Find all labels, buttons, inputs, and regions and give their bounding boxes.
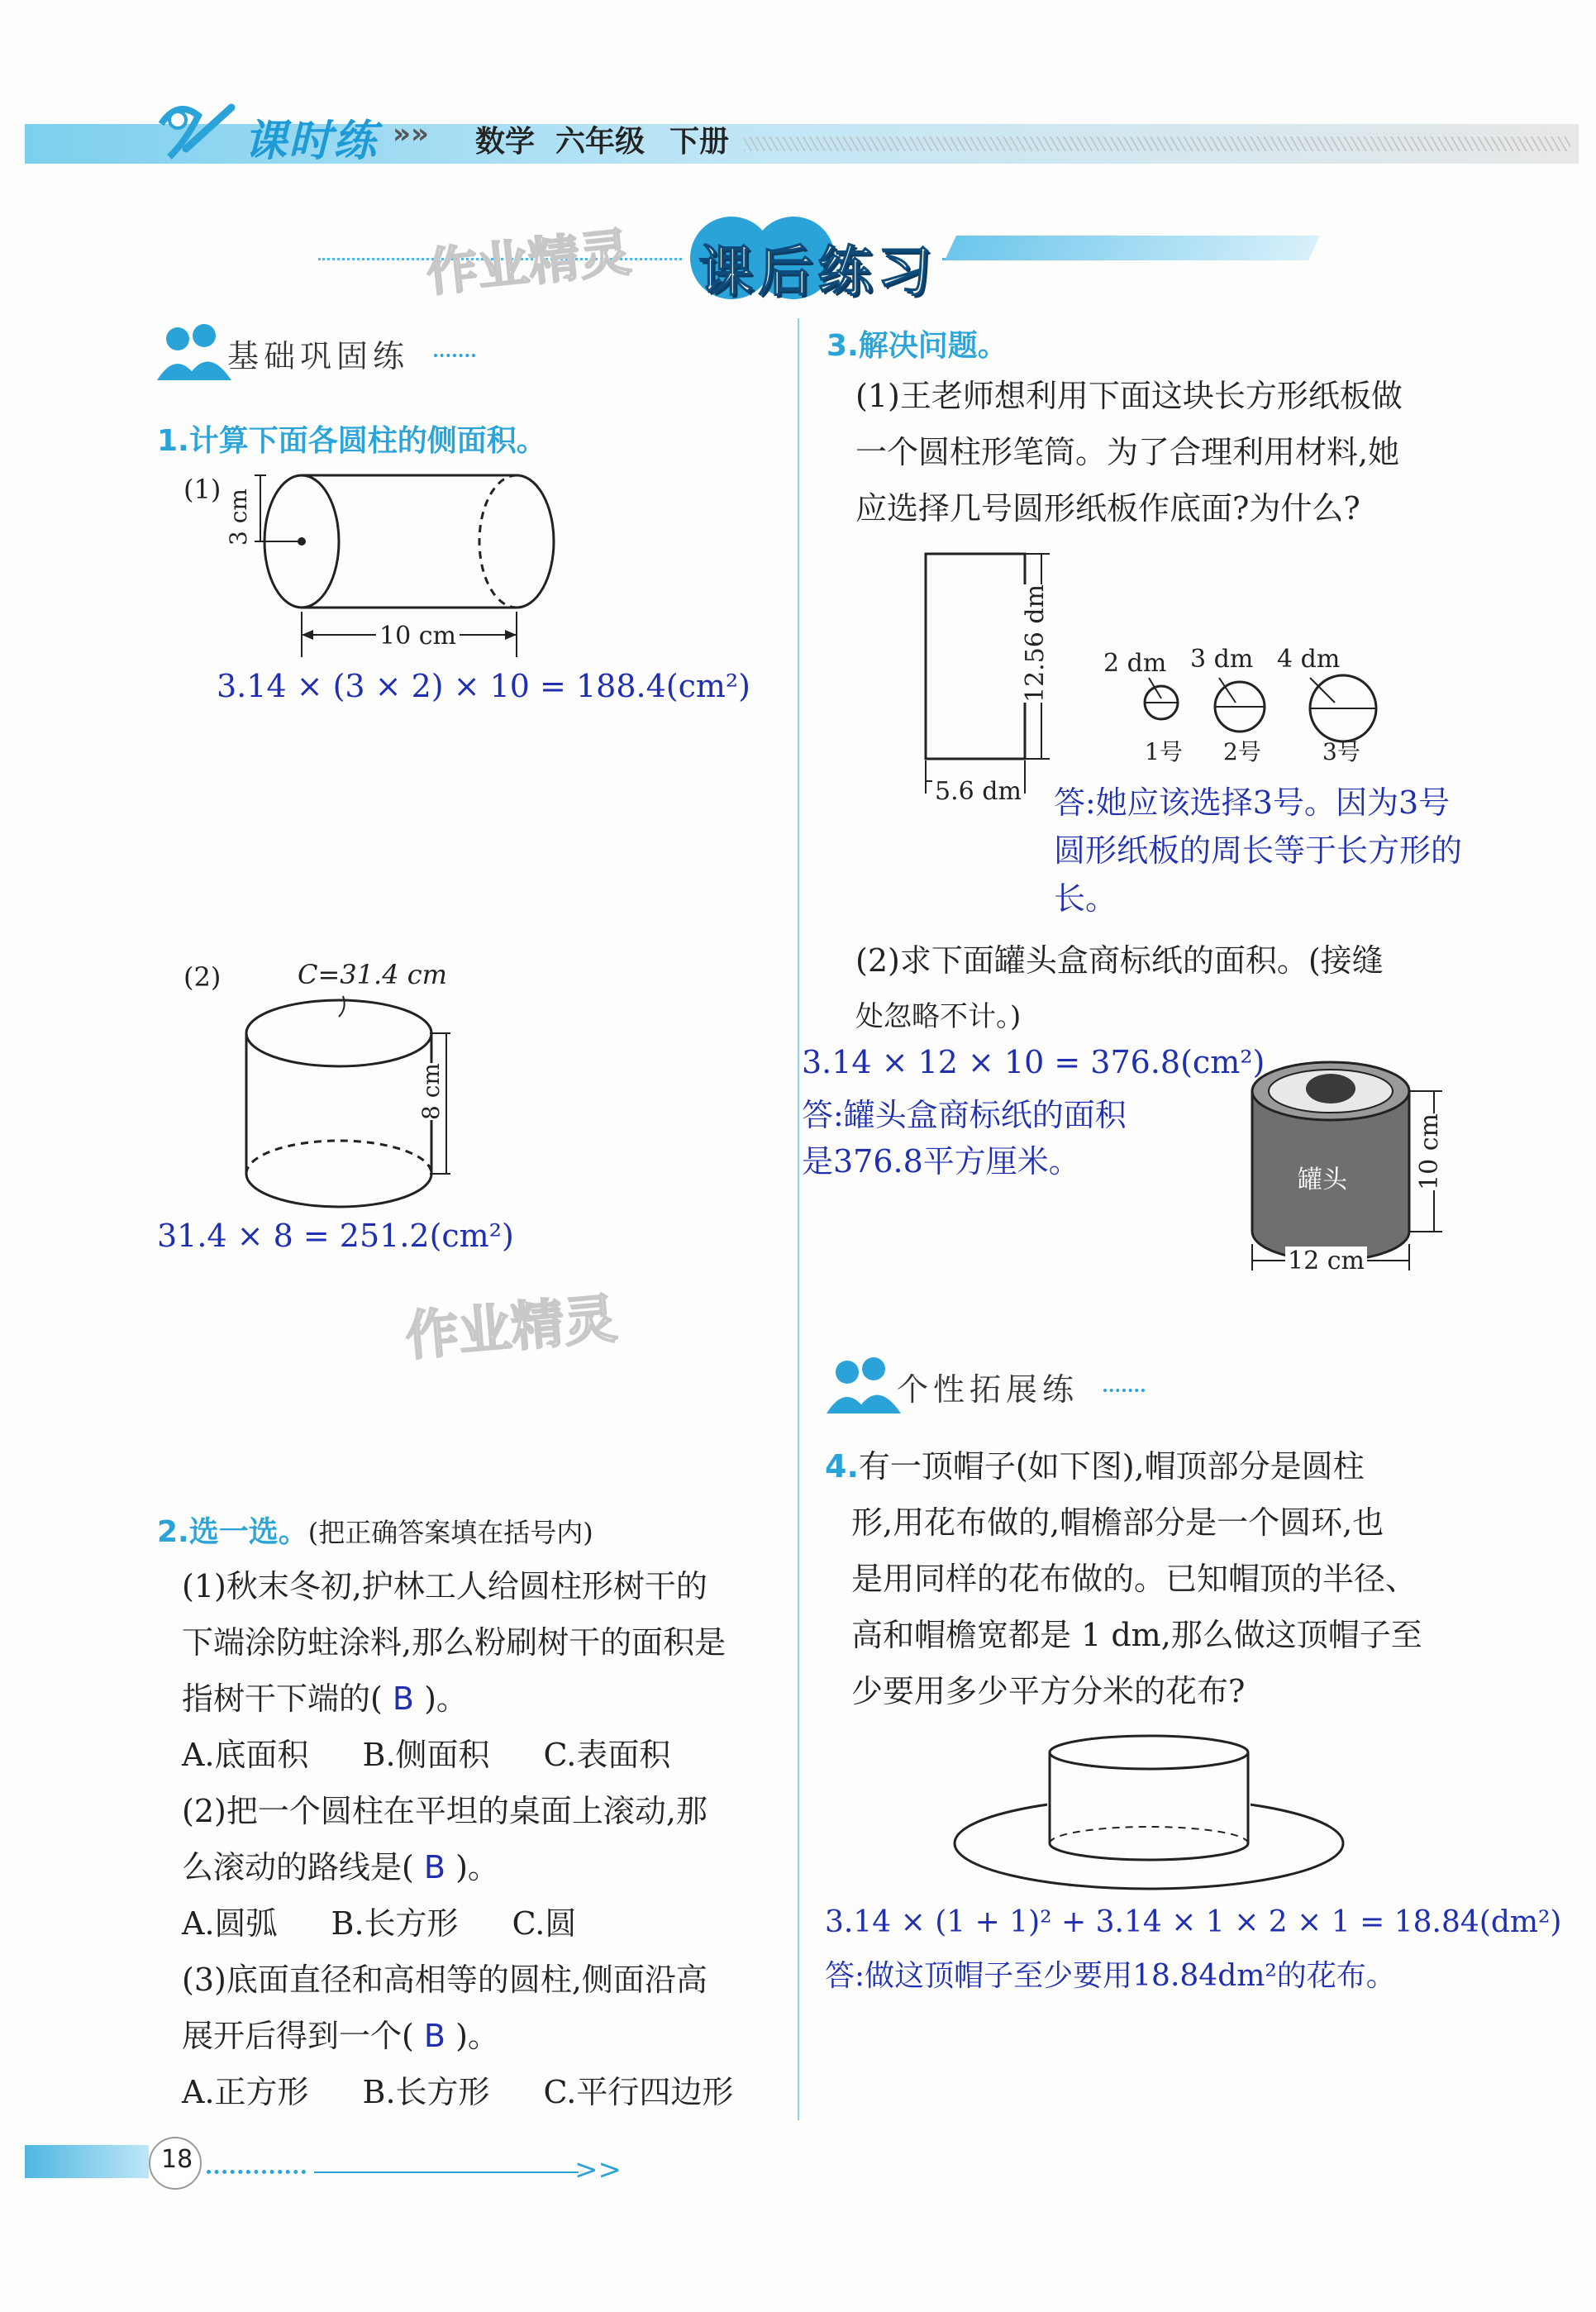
q2-s3-option-b: B.长方形	[362, 2074, 490, 2110]
q3-p1-answer-l1: 答:她应该选择3号。因为3号	[1054, 784, 1451, 821]
q4-text-1: 有一顶帽子(如下图),帽顶部分是圆柱	[858, 1448, 1365, 1485]
header-stripe	[744, 136, 1570, 151]
section-people-icon	[153, 322, 236, 380]
q2-s3-line2	[182, 2008, 499, 2064]
q2-s2-line1: (2)把一个圆柱在平坦的桌面上滚动,那	[182, 1793, 707, 1829]
q2-s3-line1: (3)底面直径和高相等的圆柱,侧面沿高	[182, 1962, 707, 1998]
q2-s1-suffix: )。	[424, 1680, 468, 1717]
section-extended-title: 个性拓展练	[897, 1371, 1079, 1408]
header-subject: 数学	[475, 125, 536, 159]
q3-p2-answer-l1: 答:罐头盒商标纸的面积	[802, 1097, 1127, 1133]
q4-answer: 答:做这顶帽子至少要用18.84dm²的花布。	[825, 1959, 1396, 1993]
q2-s1-option-b: B.侧面积	[362, 1737, 490, 1773]
q2-s2-option-c: C.圆	[512, 1905, 577, 1942]
q1-part1-length: 10 cm	[376, 622, 460, 651]
q4-line3: 是用同样的花布做的。已知帽顶的半径、	[851, 1561, 1417, 1597]
q2-s1-option-c: C.表面积	[543, 1737, 671, 1773]
q2-s1-line2: 下端涂防蛀涂料,那么粉刷树干的面积是	[182, 1624, 727, 1661]
q3-circle-1-label: 1号	[1145, 738, 1183, 765]
q4-line1	[825, 1438, 1365, 1494]
q1-part2-label: (2)	[183, 961, 222, 993]
footer-bar	[25, 2145, 149, 2178]
q2-s1-option-a: A.底面积	[182, 1737, 309, 1773]
q2-s2-answer: B	[423, 1849, 445, 1885]
q1-part2-circ: C=31.4 cm	[298, 959, 447, 990]
q2-s3-prefix: 展开后得到一个(	[182, 2018, 414, 2054]
q2-s3-option-c: C.平行四边形	[543, 2074, 734, 2110]
q4-line5: 少要用多少平方分米的花布?	[851, 1673, 1246, 1709]
chevrons-icon: »»	[393, 117, 429, 150]
header-volume: 下册	[669, 125, 730, 159]
q4-line4: 高和帽檐宽都是 1 dm,那么做这顶帽子至	[851, 1617, 1422, 1653]
q2-s1-line1: (1)秋末冬初,护林工人给圆柱形树干的	[182, 1568, 707, 1604]
q3-p1-answer-l3: 长。	[1054, 880, 1117, 917]
q2-s2-option-b: B.长方形	[331, 1905, 459, 1942]
q3-p1-line2: 一个圆柱形笔筒。为了合理利用材料,她	[855, 434, 1400, 470]
header-grade: 六年级	[555, 125, 646, 159]
q2-s1-options	[182, 1727, 670, 1783]
q2-s3-options	[182, 2064, 733, 2120]
brand-title: 课时练	[244, 117, 379, 166]
q3-rect-height: 12.56 dm	[1021, 584, 1050, 703]
q1-part1-label: (1)	[183, 474, 222, 505]
q3-circle-3-label: 3号	[1322, 738, 1360, 765]
watermark-mid: 作业精灵	[403, 1288, 620, 1368]
q3-p1-answer-l2: 圆形纸板的周长等于长方形的	[1054, 832, 1463, 869]
q2-s3-suffix: )。	[455, 2018, 499, 2054]
banner-title: 课后练习	[698, 240, 936, 303]
q3-can-height: 10 cm	[1415, 1113, 1444, 1190]
section-extended-dots	[1103, 1389, 1145, 1392]
q3-circle-2-dia: 3 dm	[1190, 645, 1254, 674]
q2-s1-line3	[182, 1671, 468, 1727]
q2-header	[157, 1509, 593, 1551]
q3-circle-1-dia: 2 dm	[1103, 649, 1167, 678]
footer-dots	[207, 2170, 306, 2174]
q2-s3-answer: B	[423, 2018, 445, 2054]
q3-circle-2-label: 2号	[1223, 738, 1261, 765]
q2-s2-option-a: A.圆弧	[182, 1905, 278, 1942]
q1-part1-answer: 3.14 × (3 × 2) × 10 = 188.4(cm²)	[217, 668, 750, 704]
footer-arrow-icon: >>	[574, 2153, 622, 2186]
section-basic-title: 基础巩固练	[227, 338, 410, 374]
column-divider	[798, 318, 799, 2120]
q2-s2-prefix: 么滚动的路线是(	[182, 1849, 414, 1885]
q1-title: 1.计算下面各圆柱的侧面积。	[157, 424, 546, 458]
q3-p1-line3: 应选择几号圆形纸板作底面?为什么?	[855, 490, 1360, 527]
footer-page-number: 18	[161, 2145, 193, 2174]
q2-title: 2.选一选。	[157, 1515, 308, 1549]
q1-part1-radius: 3 cm	[225, 489, 252, 546]
q2-s1-prefix: 指树干下端的(	[182, 1680, 383, 1717]
brand-logo-icon	[153, 91, 244, 174]
banner-watermark: 作业精灵	[423, 222, 634, 303]
q2-title-note: (把正确答案填在括号内)	[307, 1517, 593, 1548]
q3-p2-answer-l2: 是376.8平方厘米。	[802, 1143, 1080, 1180]
q3-can-label: 罐头	[1298, 1166, 1347, 1194]
q2-s3-option-a: A.正方形	[182, 2074, 309, 2110]
q2-s2-options	[182, 1895, 576, 1952]
q3-rect-width: 5.6 dm	[932, 777, 1024, 806]
q2-s2-line2	[182, 1839, 499, 1895]
q2-s2-suffix: )。	[455, 1849, 499, 1885]
q3-circle-3-dia: 4 dm	[1277, 645, 1341, 674]
q4-hat-diagram	[942, 1728, 1355, 1901]
q3-can-width: 12 cm	[1285, 1247, 1367, 1275]
q3-p2-line2: 处忽略不计。)	[855, 1000, 1022, 1033]
q3-p2-calc: 3.14 × 12 × 10 = 376.8(cm²)	[802, 1044, 1265, 1080]
q3-p1-line1: (1)王老师想利用下面这块长方形纸板做	[855, 378, 1403, 414]
q2-s1-answer: B	[392, 1680, 414, 1717]
section-basic-dots	[434, 354, 475, 357]
q3-p2-line1: (2)求下面罐头盒商标纸的面积。(接缝	[855, 942, 1384, 979]
q1-part2-answer: 31.4 × 8 = 251.2(cm²)	[157, 1218, 514, 1254]
q4-line2: 形,用花布做的,帽檐部分是一个圆环,也	[851, 1504, 1384, 1541]
footer-line	[314, 2171, 579, 2173]
q3-title: 3.解决问题。	[827, 329, 1008, 363]
q1-part2-height: 8 cm	[417, 1063, 445, 1120]
q4-number: 4.	[825, 1448, 859, 1485]
banner-ribbon	[945, 236, 1320, 260]
q4-calc: 3.14 × (1 + 1)² + 3.14 × 1 × 2 × 1 = 18.84(dm²)	[825, 1905, 1562, 1939]
section-people-icon-2	[822, 1356, 905, 1413]
